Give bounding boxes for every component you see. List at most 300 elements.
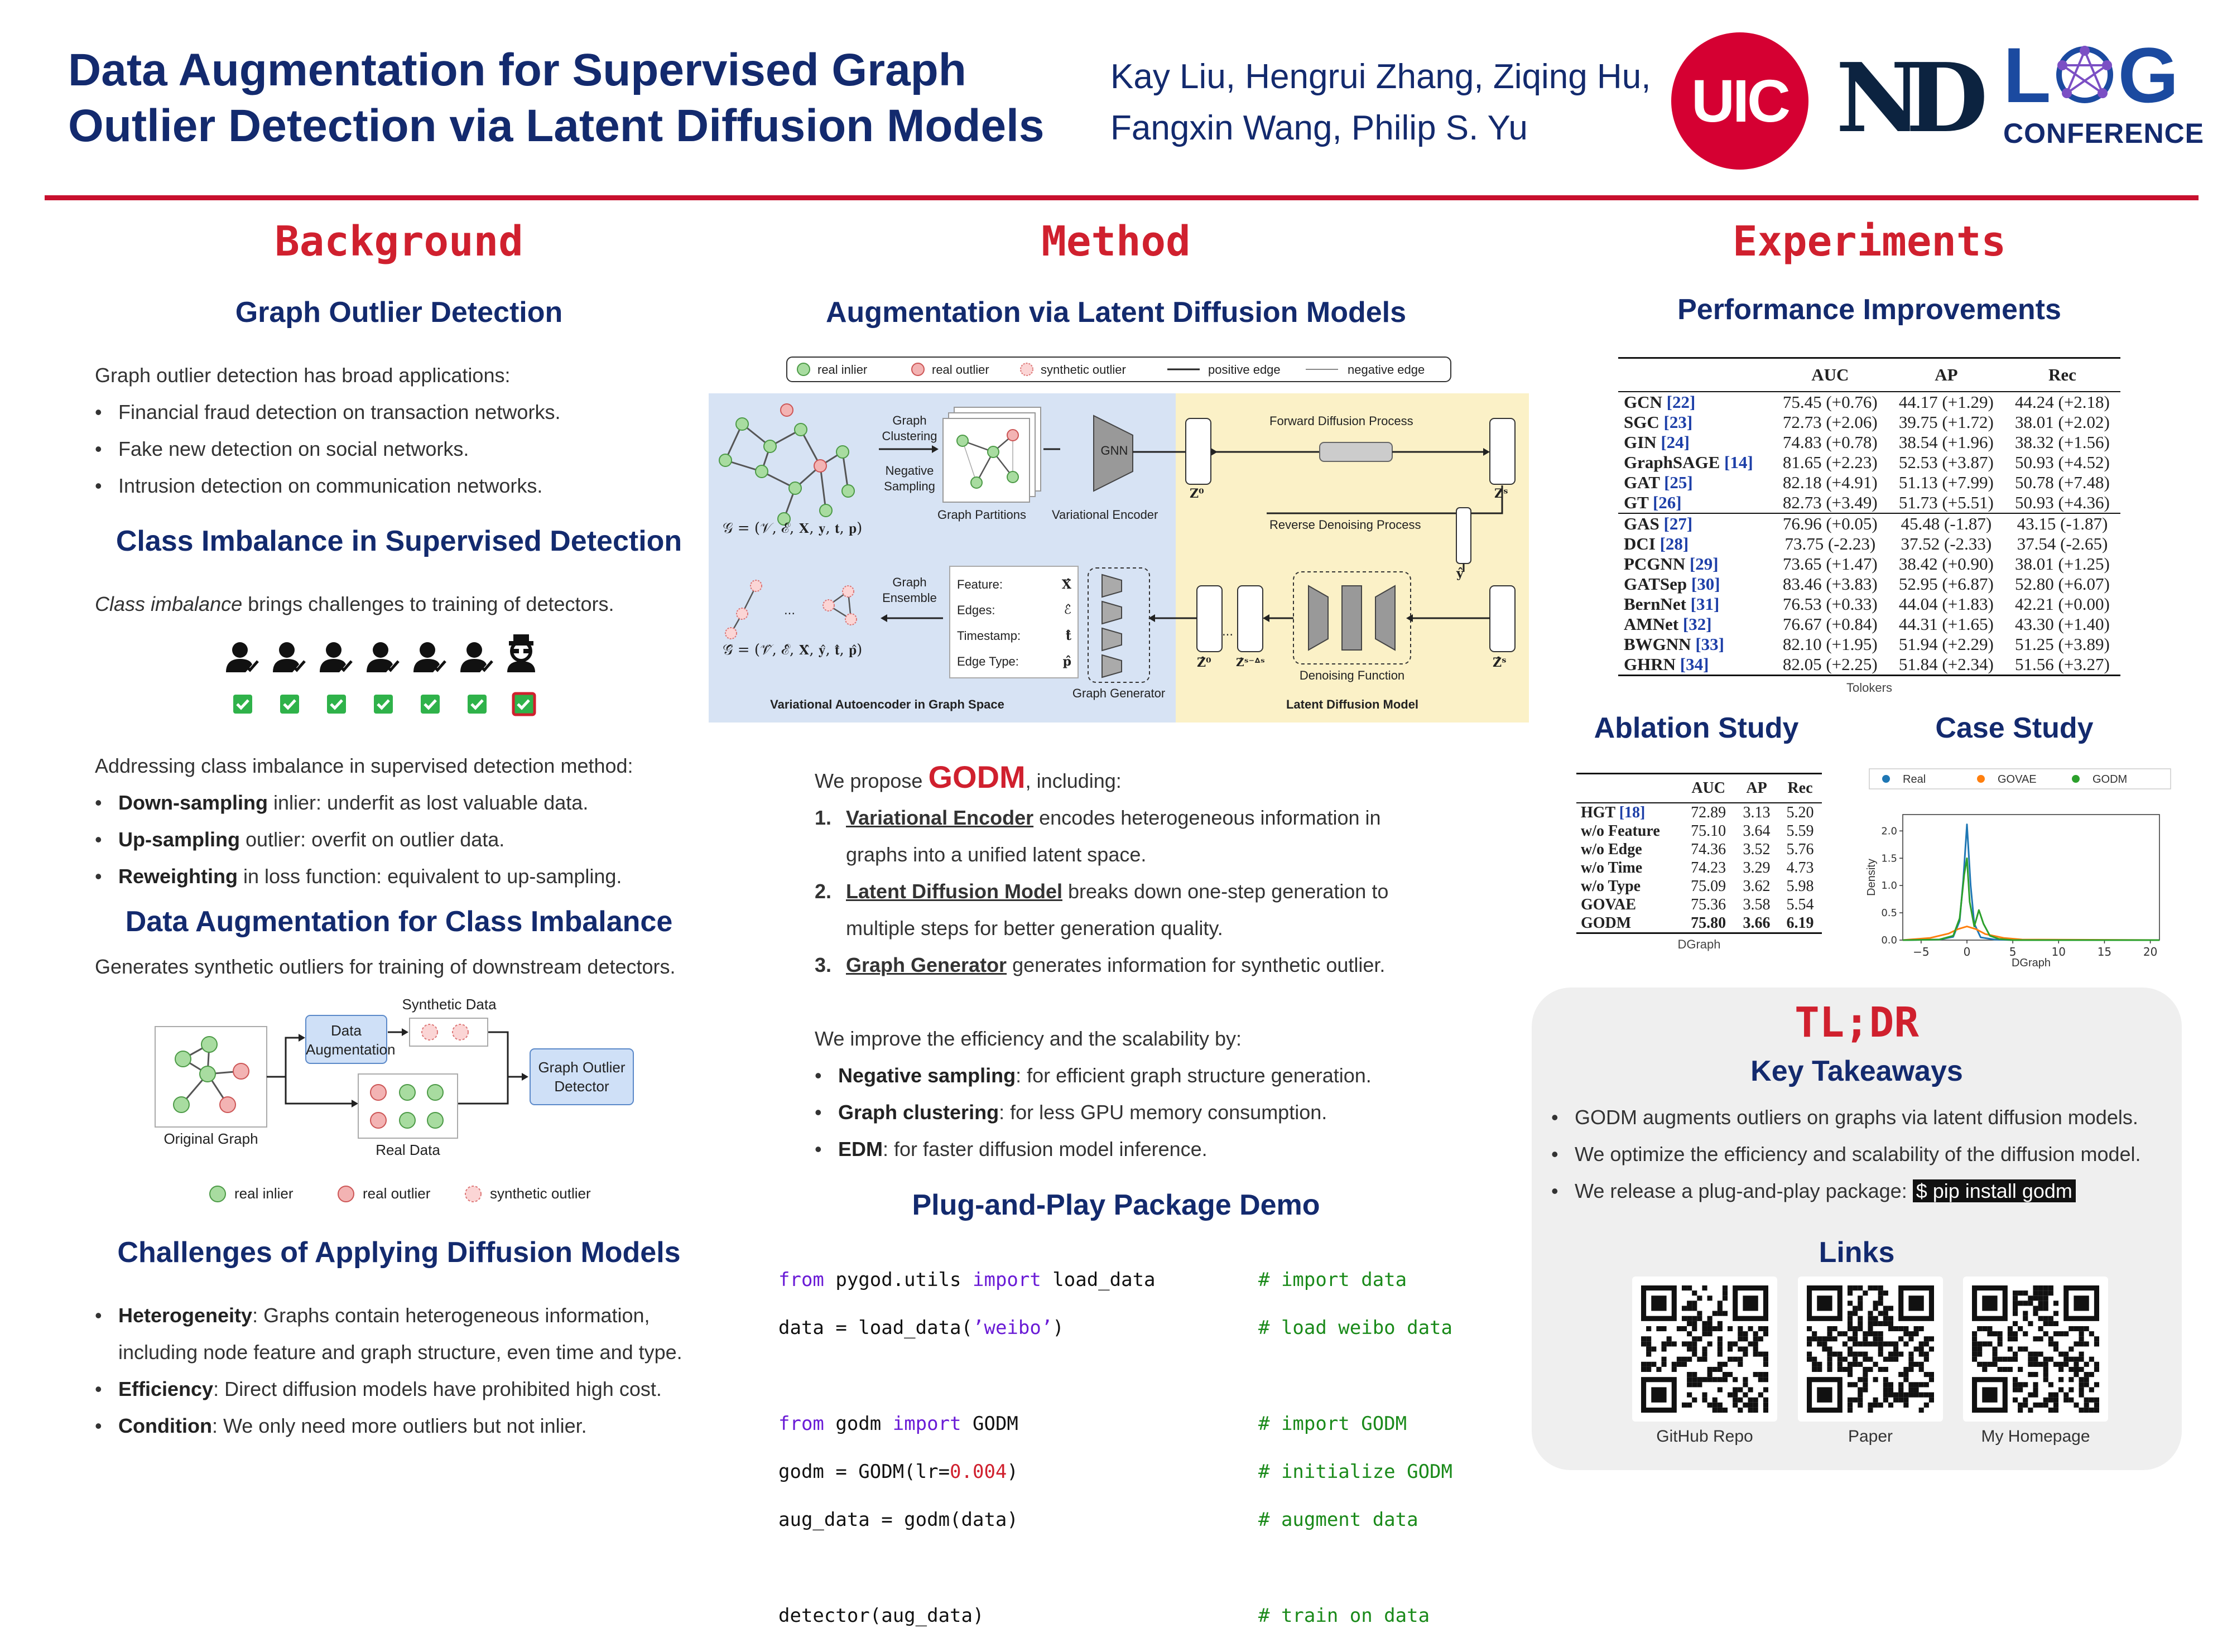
perf-auc: 76.96 (+0.05) [1782,514,1878,533]
perf-rec: 44.24 (+2.18) [2015,392,2110,412]
x-tick-label: 10 [2051,945,2066,959]
ablation-title: Ablation Study [1594,712,1799,744]
abl-method [1576,895,1682,914]
perf-method-ref: [24] [1661,432,1690,452]
improvement-bold: EDM [838,1138,883,1160]
imbalance-item-bold: Up-sampling [118,828,240,851]
abl-rows [1576,803,1822,933]
abl-header-auc: AUC [1691,779,1725,797]
perf-method [1618,574,1772,594]
perf-auc: 76.67 (+0.84) [1782,614,1878,634]
challenge-item [95,1297,753,1371]
perf-ap: 45.48 (-1.87) [1901,514,1992,533]
imbalance-illustration [223,633,558,723]
legend-label-real: Real [1903,773,1926,786]
y-tick-label: 2.0 [1881,825,1897,837]
abl-method-name: GODM [1581,914,1632,932]
authors-line-2: Fangxin Wang, Philip S. Yu [1110,109,1528,147]
abl-method-name: w/o Feature [1581,822,1660,840]
negative-sampling-line2: Sampling [884,479,935,493]
abl-row [1576,895,1822,914]
zs-dt-label: 𝐙̂ˢ⁻ᐞˢ [1236,656,1265,669]
abl-auc: 75.36 [1691,895,1726,913]
abl-method-name: HGT [1581,803,1615,821]
perf-method [1618,493,1772,513]
abl-method-name: GOVAE [1581,895,1637,913]
perf-ap: 51.13 (+7.99) [1898,473,1994,492]
series-line-real [1903,825,2159,940]
x-tick-label: −5 [1913,945,1930,959]
godm-name: GODM [928,759,1026,794]
homepage-qr-code[interactable] [1963,1277,2108,1422]
perf-rec: 38.01 (+1.25) [2015,554,2110,574]
link-github-label[interactable]: GitHub Repo [1656,1427,1753,1446]
x-tick-label: 20 [2143,945,2158,959]
abl-caption: DGraph [1677,937,1721,951]
legend-label-godm: GODM [2092,773,2128,786]
class-imbalance-title: Class Imbalance in Supervised Detection [116,525,682,557]
imbalance-item-text: inlier: underfit as lost valuable data. [268,791,589,814]
generator-fields [957,572,1071,675]
timestamp-label: Timestamp: [957,629,1021,643]
perf-ap: 52.95 (+6.87) [1898,574,1994,594]
abl-auc: 74.23 [1691,859,1726,876]
improvement-text: : for efficient graph structure generation. [1016,1064,1372,1087]
improvement-item [815,1131,1518,1168]
x-tick-label: 0 [1963,945,1971,959]
challenge-item [95,1408,753,1444]
code-token: godm = GODM(lr= [778,1461,950,1483]
abl-method [1576,877,1682,895]
log-conference-logo [2003,31,2205,162]
imbalance-addressing: Addressing class imbalance in supervised detection method: [95,754,633,777]
perf-auc: 73.75 (-2.23) [1784,534,1876,553]
y-tick-label: 0.5 [1881,907,1897,919]
perf-method [1618,594,1772,614]
perf-row [1618,412,2120,432]
detector-line1: Graph Outlier [538,1059,626,1076]
generated-graph-formula: 𝒢̂ = (𝒱̂, ℰ̂, 𝐗̂, 𝐲̂, 𝐭̂, 𝐩̂) [723,642,863,658]
abl-method [1576,914,1682,933]
abl-rec: 4.73 [1786,859,1814,876]
perf-auc: 72.73 (+2.06) [1782,412,1878,432]
abl-method [1576,803,1682,822]
series-line-godm [1903,858,2159,940]
method-subtitle: Augmentation via Latent Diffusion Models [825,296,1407,329]
perf-method-name: GraphSAGE [1624,452,1720,472]
perf-row [1618,554,2120,574]
abl-row [1576,803,1822,822]
component-text-cont: graphs into a unified latent space. [846,843,1147,866]
legend-marker-govae [1977,775,1985,783]
code-token: ) [1007,1461,1018,1483]
edges-label: Edges: [957,603,995,617]
link-homepage-label[interactable]: My Homepage [1981,1427,2090,1446]
real-data-label: Real Data [376,1142,440,1158]
denoising-function-label: Denoising Function [1299,668,1405,682]
perf-auc: 82.10 (+1.95) [1782,634,1878,654]
component-number: 2. [815,880,832,903]
edges-symbol: ℰ̂ [1064,603,1071,617]
log-network-icon [2051,37,2118,98]
improvement-text: : for faster diffusion model inference. [883,1138,1208,1160]
code-line [778,1460,1470,1484]
perf-auc: 81.65 (+2.23) [1782,452,1878,472]
abl-ap: 3.52 [1743,840,1771,858]
data-aug-line1: Data [331,1022,362,1039]
perf-ap: 51.94 (+2.29) [1898,634,1994,654]
code-token: ) [1052,1317,1064,1339]
code-line [778,1268,1470,1292]
perf-auc: 74.83 (+0.78) [1782,432,1878,452]
graph-partitions-label: Graph Partitions [937,508,1026,522]
code-token: pygod.utils [824,1269,973,1291]
x-axis-label: DGraph [2011,957,2051,969]
code-token: import [892,1413,961,1435]
graph-clustering-label [876,413,943,444]
original-graph-label: Original Graph [163,1130,258,1147]
links-title: Links [1819,1236,1895,1269]
perf-ap: 38.42 (+0.90) [1898,554,1994,574]
abl-ap: 3.58 [1743,895,1771,913]
imbalance-item-text: in loss function: equivalent to up-sampling. [238,865,622,888]
user-check-icon [413,642,445,672]
forward-diffusion-label: Forward Diffusion Process [1269,414,1413,428]
perf-method-name: PCGNN [1624,554,1686,574]
abl-row [1576,877,1822,895]
perf-method-ref: [31] [1690,594,1720,614]
perf-rec: 43.15 (-1.87) [2017,514,2108,533]
ablation-table [1576,773,1822,934]
synthetic-data-label: Synthetic Data [402,996,497,1013]
abl-method-name: w/o Type [1581,877,1641,895]
user-check-icon [273,642,305,672]
code-token: import [973,1269,1041,1291]
perf-auc: 82.05 (+2.25) [1782,654,1878,674]
code-comment: # load weibo data [1258,1317,1452,1339]
detector-box-label [530,1058,633,1096]
imbalance-item [95,784,737,821]
code-block [778,1244,1470,1652]
link-paper-label[interactable]: Paper [1848,1427,1893,1446]
perf-rec: 42.21 (+0.00) [2015,594,2110,614]
code-line [778,1316,1470,1340]
propose-pre: We propose [815,769,929,792]
perf-row [1618,634,2120,654]
qr-pattern [1798,1277,1943,1422]
abl-header-blank [1576,774,1682,803]
plot-area [1903,815,2159,940]
perf-method-name: GT [1624,493,1649,512]
qr-pattern [1963,1277,2108,1422]
perf-row [1618,534,2120,554]
abl-auc: 75.10 [1691,822,1726,840]
negative-sampling-label [876,463,943,494]
log-conference-text: CONFERENCE [2003,118,2205,149]
abl-rec: 6.19 [1786,914,1814,932]
qr-pattern [1632,1277,1777,1422]
perf-ap: 51.73 (+5.51) [1898,493,1994,512]
imbalance-item-bold: Reweighting [118,865,238,888]
y-hat-label: 𝐲̂ [1456,566,1464,581]
zs-hat-label: 𝐙̂ˢ [1493,656,1507,670]
ablation-table-wrap [1576,773,1822,952]
graph-clustering-line2: Clustering [882,429,937,443]
imbalance-intro-rest: brings challenges to training of detectors. [242,593,614,615]
performance-table-wrap [1618,357,2120,695]
perf-row [1618,513,2120,534]
perf-method-name: DCI [1624,534,1656,553]
authors-line-1: Kay Liu, Hengrui Zhang, Ziqing Hu, [1110,57,1651,96]
user-check-icon [367,642,398,672]
legend-outlier: real outlier [363,1185,431,1202]
title-line-2: Outlier Detection via Latent Diffusion Models [68,100,1045,151]
perf-method-ref: [27] [1663,514,1693,533]
perf-row [1618,614,2120,634]
edge-type-symbol: 𝐩̂ [1062,654,1071,669]
perf-rec: 37.54 (-2.65) [2017,534,2108,553]
abl-header-ap: AP [1746,779,1767,797]
ellipsis-label-latent: ... [1222,624,1234,639]
challenge-text: : Graphs contain heterogeneous information, [252,1304,650,1327]
improvement-bold: Graph clustering [838,1101,999,1124]
code-token: data = load_data( [778,1317,973,1339]
perf-method [1618,473,1772,493]
abl-ap: 3.64 [1743,822,1771,840]
edge-type-label: Edge Type: [957,654,1019,668]
header-divider [45,195,2199,200]
perf-header-blank [1618,358,1772,392]
perf-method-ref: [33] [1695,634,1724,654]
god-item: • Intrusion detection on communication networks. [95,468,737,504]
perf-auc: 76.53 (+0.33) [1782,594,1878,614]
perf-method [1618,554,1772,574]
code-string: ’weibo’ [973,1317,1053,1339]
edges-row [957,598,1071,623]
component-name: Variational Encoder [846,806,1034,829]
god-section [95,357,737,504]
code-line [778,1604,1470,1628]
perf-row [1618,654,2120,676]
detector-line2: Detector [554,1078,609,1095]
perf-ap: 39.75 (+1.72) [1898,412,1994,432]
code-comment: # import data [1258,1269,1407,1291]
pip-command[interactable]: $ pip install godm [1913,1179,2076,1202]
perf-header-rec: Rec [2048,365,2076,384]
imbalance-intro-em: Class imbalance [95,593,243,615]
perf-ap: 44.04 (+1.83) [1898,594,1994,614]
perf-rec: 50.93 (+4.52) [2015,452,2110,472]
abl-method [1576,859,1682,877]
perf-ap: 38.54 (+1.96) [1898,432,1994,452]
performance-title: Performance Improvements [1677,293,2061,326]
abl-method [1576,822,1682,840]
component-text-cont: multiple steps for better generation quality. [846,917,1223,940]
tldr-heading: TL;DR [1795,999,1919,1047]
vae-caption: Variational Autoencoder in Graph Space [770,697,1004,711]
improvement-bold: Negative sampling [838,1064,1016,1087]
code-comment: # train on data [1258,1605,1430,1627]
legend-positive-edge: positive edge [1208,363,1281,377]
legend-synthetic: synthetic outlier [1041,363,1126,377]
perf-ap: 52.53 (+3.87) [1898,452,1994,472]
title-line-1: Data Augmentation for Supervised Graph [68,45,966,95]
perf-group-2 [1618,513,2120,676]
challenges-list [95,1297,753,1444]
perf-method-ref: [25] [1664,473,1693,492]
perf-row [1618,473,2120,493]
abl-row [1576,840,1822,859]
takeaway-item: • We optimize the efficiency and scalability of the diffusion model. [1551,1136,2176,1173]
component-text: breaks down one-step generation to [1062,880,1389,903]
data-aug-line2: Augmentation [306,1041,396,1058]
takeaways-title: Key Takeaways [1750,1055,1963,1087]
abl-auc: 72.89 [1691,803,1726,821]
graph-ensemble-line2: Ensemble [882,591,937,605]
augmentation-figure [140,993,670,1216]
code-comment: # import GODM [1258,1413,1407,1435]
graph-clustering-line1: Graph [892,413,927,427]
perf-method-ref: [34] [1680,654,1709,674]
y-tick-label: 1.0 [1881,880,1897,892]
perf-auc: 82.18 (+4.91) [1782,473,1878,492]
perf-rec: 50.78 (+7.48) [2015,473,2110,492]
challenge-bold: Efficiency [118,1378,214,1400]
perf-row [1618,392,2120,412]
case-study-title: Case Study [1935,712,2094,744]
legend-synthetic: synthetic outlier [490,1185,591,1202]
perf-rec: 50.93 (+4.36) [2015,493,2110,512]
perf-rec: 38.01 (+2.02) [2015,412,2110,432]
perf-method-name: SGC [1624,412,1659,432]
god-item: • Financial fraud detection on transaction networks. [95,394,737,431]
code-number: 0.004 [950,1461,1007,1483]
legend-negative-edge: negative edge [1348,363,1425,377]
perf-method [1618,634,1772,654]
perf-method [1618,534,1772,554]
imbalance-item-bold: Down-sampling [118,791,268,814]
abl-row [1576,859,1822,877]
data-aug-box-label [306,1021,396,1059]
challenge-text: : We only need more outliers but not inlier. [211,1414,587,1437]
graph-generator-label: Graph Generator [1072,686,1166,700]
component-number: 1. [815,806,832,829]
code-token: GODM [961,1413,1018,1435]
abl-row [1576,914,1822,933]
checkbox-icon [233,693,535,715]
notre-dame-logo [1836,42,1971,154]
zs-label: 𝐙ˢ [1494,487,1508,501]
user-check-icon [320,642,352,672]
perf-auc: 75.45 (+0.76) [1782,392,1878,412]
perf-rec: 51.56 (+3.27) [2015,654,2110,674]
case-study-chart [1864,764,2176,971]
perf-method-name: GIN [1624,432,1657,452]
component-item [815,947,1518,984]
perf-method-ref: [28] [1659,534,1689,553]
imbalance-item [95,858,737,895]
x-tick-label: 5 [2009,945,2017,959]
authors [1110,51,1651,154]
uic-logo-text: UIC [1691,67,1788,134]
perf-rec: 43.30 (+1.40) [2015,614,2110,634]
perf-method [1618,513,1772,534]
feature-row [957,572,1071,598]
abl-ap: 3.66 [1743,914,1771,932]
github-qr-code[interactable] [1632,1277,1777,1422]
component-number: 3. [815,953,832,976]
variational-encoder-label: Variational Encoder [1052,508,1158,522]
timestamp-row [957,623,1071,649]
abl-row [1576,822,1822,840]
perf-method [1618,392,1772,412]
imbalance-item [95,821,737,858]
perf-rec: 52.80 (+6.07) [2015,574,2110,594]
graph-ensemble-label [876,575,943,606]
takeaway-item [1551,1173,2176,1210]
uic-logo [1671,32,1808,170]
perf-method-name: BernNet [1624,594,1686,614]
perf-auc: 83.46 (+3.83) [1782,574,1878,594]
legend-label-govae: GOVAE [1998,773,2037,786]
abl-header-row [1576,774,1822,803]
perf-method-ref: [29] [1689,554,1719,574]
improvement-item [815,1057,1518,1094]
log-letter-l: L [2003,31,2051,119]
negative-sampling-line1: Negative [885,464,934,478]
poster-title [68,42,1045,154]
god-item: • Fake new detection on social networks. [95,431,737,468]
improvement-item [815,1094,1518,1131]
abl-method-name: w/o Time [1581,859,1643,876]
takeaways-list [1551,1099,2176,1210]
edge-type-row [957,649,1071,675]
data-augmentation-title: Data Augmentation for Class Imbalance [125,906,673,938]
perf-header-ap: AP [1935,365,1958,384]
challenge-bold: Condition [118,1414,212,1437]
perf-method-name: GHRN [1624,654,1676,674]
perf-method-name: AMNet [1624,614,1679,634]
proposal-section [815,759,1518,1168]
data-augmentation-desc: Generates synthetic outliers for training of downstream detectors. [95,955,676,978]
abl-auc: 75.80 [1691,914,1726,932]
improvement-text: : for less GPU memory consumption. [999,1101,1327,1124]
perf-auc: 82.73 (+3.49) [1782,493,1878,512]
abl-rec: 5.76 [1786,840,1814,858]
demo-title: Plug-and-Play Package Demo [912,1189,1320,1221]
code-token: detector(aug_data) [778,1605,984,1627]
experiments-heading: Experiments [1732,218,2007,266]
perf-method-name: GAT [1624,473,1660,492]
perf-method-name: BWGNN [1624,634,1691,654]
perf-row [1618,493,2120,513]
y-tick-label: 1.5 [1881,853,1897,865]
method-heading: Method [1041,218,1191,266]
abl-auc: 75.09 [1691,877,1726,895]
spy-user-icon [507,634,535,672]
legend-marker-godm [2072,775,2080,783]
abl-rec: 5.20 [1786,803,1814,821]
paper-qr-code[interactable] [1798,1277,1943,1422]
timestamp-symbol: 𝐭̂ [1065,629,1071,643]
y-tick-label: 0.0 [1881,935,1897,946]
perf-method-ref: [22] [1666,392,1696,412]
perf-method-name: GAS [1624,514,1659,533]
user-check-icon [226,642,258,672]
graph-formula: 𝒢 = (𝒱, ℰ, 𝐗, 𝐲, 𝐭, 𝐩) [723,520,863,537]
perf-ap: 44.17 (+1.29) [1898,392,1994,412]
method-figure [709,351,1529,723]
